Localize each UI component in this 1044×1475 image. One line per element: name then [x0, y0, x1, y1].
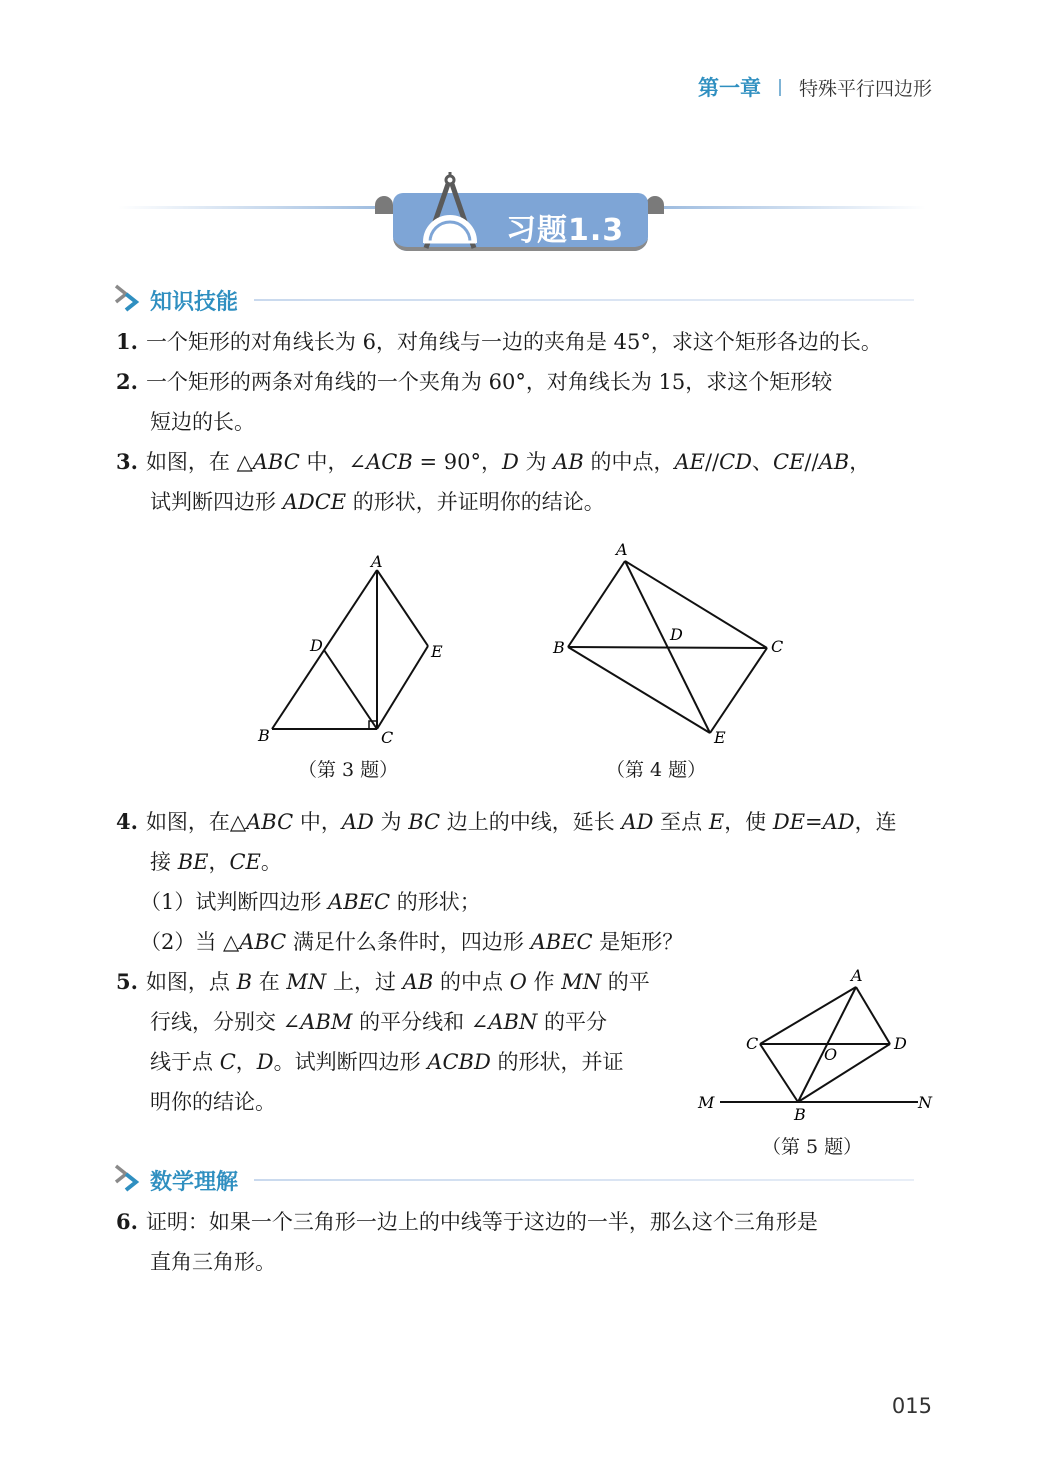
math-var: O	[509, 970, 527, 994]
problem-4	[116, 802, 897, 842]
problem-number: 2.	[116, 369, 138, 394]
segment-ec	[377, 646, 428, 729]
text-run: 的形状；	[390, 890, 481, 914]
text-run: 。	[260, 850, 282, 874]
problem-number: 6.	[116, 1209, 138, 1234]
segment-cb	[760, 1044, 798, 1102]
math-var: ABC	[239, 930, 287, 954]
problem-5-line-2	[150, 1002, 607, 1042]
figure-5-caption: （第 5 题）	[762, 1136, 863, 1158]
text-run: 中，	[293, 810, 342, 834]
point-label-n: N	[918, 1093, 932, 1112]
math-var: B	[236, 970, 253, 994]
banner-tab-right	[646, 196, 664, 214]
problem-2	[116, 362, 832, 402]
problem-1	[116, 322, 882, 362]
math-var: AE	[674, 450, 705, 474]
page-number: 015	[891, 1394, 932, 1418]
segment-ae	[377, 570, 428, 646]
text-run: （1）试判断四边形	[140, 890, 329, 914]
problem-4-part-1	[140, 882, 481, 922]
text-run: 如图，点	[145, 970, 237, 994]
problem-3-cont	[150, 482, 605, 522]
math-var: AB	[818, 450, 850, 474]
text-run: 线于点	[150, 1050, 220, 1074]
segment-ce	[710, 648, 767, 733]
math-var: MN	[561, 970, 602, 994]
text-run: 为	[518, 450, 554, 474]
math-var: MN	[286, 970, 327, 994]
text-run: 。试判断四边形	[273, 1050, 428, 1074]
problem-text: 一个矩形的两条对角线的一个夹角为 60°，对角线长为 15，求这个矩形较	[145, 370, 833, 394]
problem-number: 5.	[116, 969, 138, 994]
segment-dc	[324, 650, 377, 729]
math-var: BC	[408, 810, 441, 834]
point-label-a: A	[851, 966, 863, 985]
text-run: 试判断四边形	[150, 490, 283, 514]
problem-text: 证明：如果一个三角形一边上的中线等于这边的一半，那么这个三角形是	[145, 1210, 818, 1234]
text-run: = 90°，	[412, 450, 502, 474]
math-var: ABM	[300, 1010, 353, 1034]
point-label-d: D	[894, 1034, 907, 1053]
problem-number: 1.	[116, 329, 138, 354]
math-var: ADCE	[282, 490, 347, 514]
point-label-o: O	[824, 1045, 838, 1064]
point-label-e: E	[431, 642, 443, 661]
text-run: 边上的中线，延长	[440, 810, 622, 834]
header-separator	[779, 79, 781, 96]
text-run: 明你的结论。	[150, 1090, 276, 1114]
problem-5-line-4	[150, 1082, 276, 1122]
text-run: 是矩形？	[592, 930, 684, 954]
section-rule	[254, 299, 914, 301]
text-run: 如图，在 △	[145, 450, 253, 474]
point-label-c: C	[771, 637, 784, 656]
problem-number: 3.	[116, 449, 138, 474]
point-label-d: D	[670, 625, 683, 644]
problem-6	[116, 1202, 818, 1242]
text-run: 、	[752, 450, 774, 474]
text-run: ，	[235, 1050, 257, 1074]
text-run: 满足什么条件时，四边形	[286, 930, 531, 954]
math-var: BE	[177, 850, 209, 874]
text-run: 的中点	[433, 970, 510, 994]
math-var: ABN	[488, 1010, 538, 1034]
compass-protractor-icon	[414, 172, 486, 254]
math-var: DE=AD	[772, 810, 855, 834]
math-var: AD	[341, 810, 374, 834]
text-run: ，使	[724, 810, 773, 834]
point-label-c: C	[381, 728, 394, 747]
exercise-title: 习题1.3	[506, 213, 625, 248]
text-run: 接	[150, 850, 178, 874]
segment-ab	[568, 561, 625, 647]
math-var: AB	[402, 970, 434, 994]
math-var: D	[256, 1050, 274, 1074]
problem-4-part-2	[140, 922, 683, 962]
figure-5-diagram	[690, 962, 940, 1127]
problem-number: 4.	[116, 809, 138, 834]
problem-2-cont	[150, 402, 255, 442]
text-run: 的形状，并证	[490, 1050, 624, 1074]
problem-5-line-3	[150, 1042, 624, 1082]
text-run: 的平分	[537, 1010, 608, 1034]
text-run: 为	[373, 810, 409, 834]
math-var: CD	[719, 450, 753, 474]
section-understanding	[112, 1162, 914, 1198]
math-var: ABEC	[328, 890, 391, 914]
point-label-e: E	[714, 728, 726, 747]
text-run: 的形状，并证明你的结论。	[346, 490, 605, 514]
text-run: 中，∠	[299, 450, 367, 474]
problem-4-cont	[150, 842, 282, 882]
figure-4-caption: （第 4 题）	[606, 759, 707, 781]
point-label-a: A	[616, 540, 628, 559]
text-run: （2）当 △	[140, 930, 240, 954]
math-var: AD	[621, 810, 654, 834]
text-run: 上，过	[326, 970, 403, 994]
point-label-b: B	[553, 638, 565, 657]
text-run: ，连	[854, 810, 897, 834]
double-chevron-icon	[112, 1162, 148, 1198]
section-knowledge	[112, 282, 914, 318]
text-run: //	[804, 450, 819, 474]
chapter-subtitle: 特殊平行四边形	[798, 77, 932, 100]
text-run: 至点	[653, 810, 709, 834]
exercise-banner	[118, 170, 926, 260]
math-var: D	[501, 450, 519, 474]
banner-tab-left	[375, 196, 393, 214]
problem-text: 直角三角形。	[150, 1250, 276, 1274]
math-var: ACBD	[427, 1050, 491, 1074]
text-run: 的平分线和 ∠	[352, 1010, 489, 1034]
figure-3-diagram	[250, 548, 460, 748]
chapter-label: 第一章	[697, 76, 761, 100]
double-chevron-icon	[112, 282, 148, 318]
problem-6-cont	[150, 1242, 276, 1282]
math-var: AB	[553, 450, 584, 474]
running-header	[698, 72, 932, 102]
point-label-b: B	[258, 726, 270, 745]
section-rule	[254, 1179, 914, 1181]
point-label-d: D	[310, 636, 323, 655]
math-var: ACB	[366, 450, 413, 474]
point-label-a: A	[371, 552, 383, 571]
math-var: C	[219, 1050, 236, 1074]
figure-4-diagram	[545, 535, 795, 750]
text-run: //	[704, 450, 720, 474]
problem-text: 短边的长。	[150, 410, 255, 434]
math-var: E	[708, 810, 725, 834]
text-run: 的中点，	[583, 450, 675, 474]
section-label: 数学理解	[150, 1169, 239, 1195]
text-run: 作	[526, 970, 562, 994]
text-run: 的平	[601, 970, 650, 994]
math-var: ABEC	[530, 930, 593, 954]
text-run: 如图，在△	[145, 810, 247, 834]
point-label-c: C	[746, 1034, 759, 1053]
point-label-b: B	[794, 1105, 806, 1124]
text-run: 行线，分别交 ∠	[150, 1010, 301, 1034]
point-label-m: M	[698, 1093, 715, 1112]
text-run: ，	[208, 850, 230, 874]
math-var: CE	[773, 450, 805, 474]
banner-line-right	[664, 206, 926, 209]
section-label: 知识技能	[150, 289, 239, 315]
math-var: CE	[229, 850, 261, 874]
problem-text: 一个矩形的对角线长为 6，对角线与一边的夹角是 45°，求这个矩形各边的长。	[145, 330, 882, 354]
text-run: 在	[252, 970, 287, 994]
problem-3	[116, 442, 870, 482]
banner-line-left	[118, 206, 380, 209]
math-var: ABC	[246, 810, 294, 834]
problem-5	[116, 962, 650, 1002]
text-run: ，	[849, 450, 871, 474]
segment-ad	[856, 987, 890, 1044]
figure-3-caption: （第 3 题）	[298, 759, 399, 781]
math-var: ABC	[252, 450, 300, 474]
